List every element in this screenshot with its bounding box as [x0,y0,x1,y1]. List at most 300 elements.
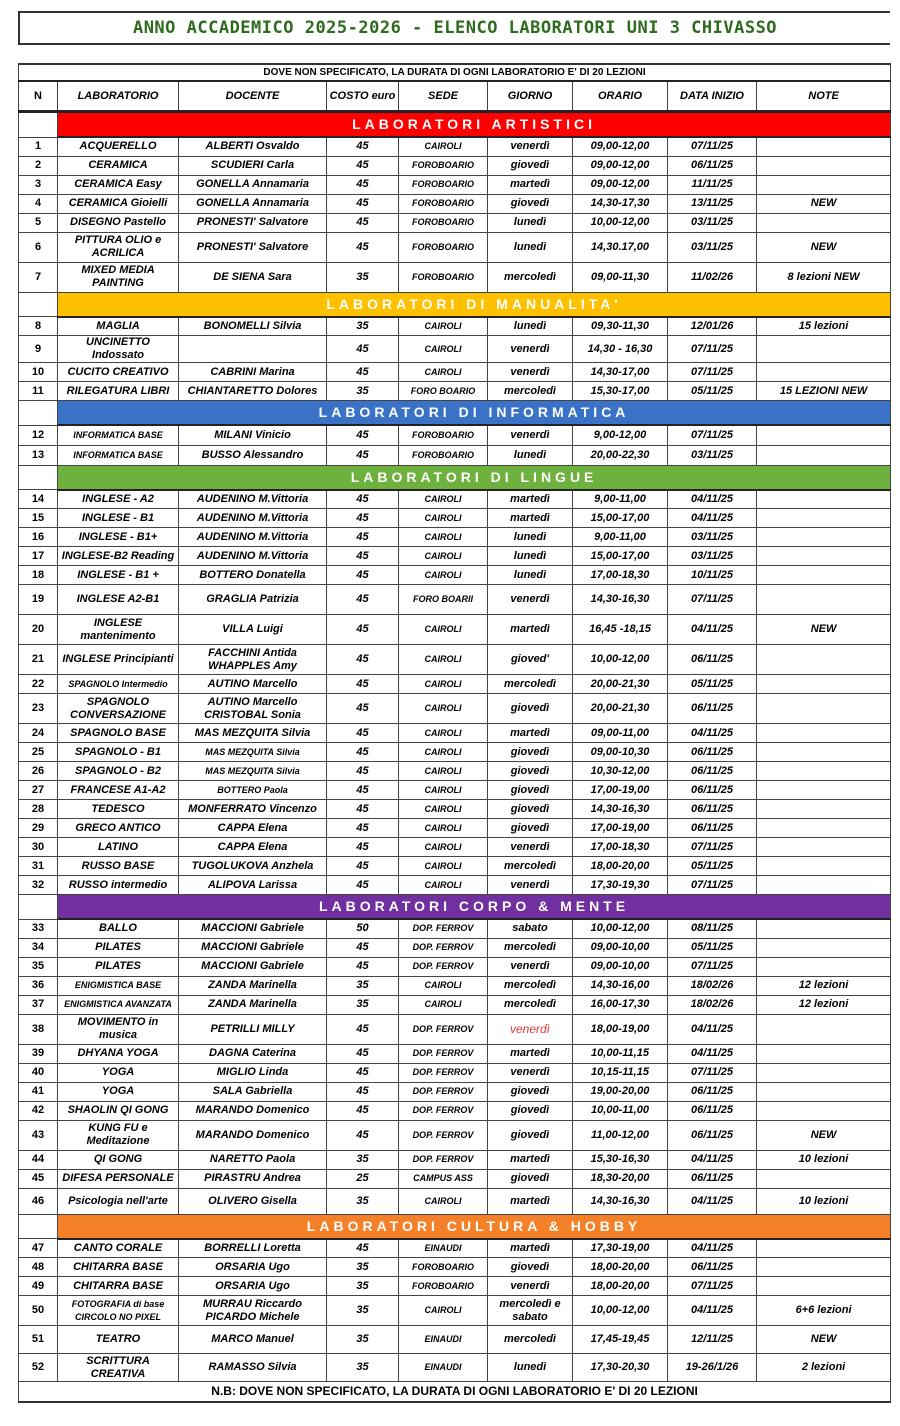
cell-docente: GONELLA Annamaria [179,194,327,213]
cell-orario: 09,00-12,00 [573,156,668,175]
cell-orario: 09,00-11,30 [573,262,668,292]
cell-costo: 35 [327,1354,399,1382]
cell-orario: 17,30-19,00 [573,1239,668,1258]
table-row [19,819,891,838]
table-row [19,445,891,465]
cell-data: 06/11/25 [668,800,757,819]
cell-costo: 45 [327,743,399,762]
cell-note [757,938,891,957]
cell-orario: 14,30-16,00 [573,976,668,995]
cell-n: 38 [19,1014,58,1044]
cell-n: 21 [19,645,58,675]
cell-sede: CAIROLI [399,509,488,528]
cell-sede: CAIROLI [399,490,488,509]
cell-note [757,694,891,724]
cell-costo: 45 [327,675,399,694]
table-row [19,743,891,762]
cell-note [757,1063,891,1082]
cell-giorno: martedì [488,724,573,743]
cell-docente: MARANDO Domenico [179,1101,327,1120]
table-row [19,232,891,262]
table-row [19,876,891,895]
cell-n: 39 [19,1044,58,1063]
cell-docente: DAGNA Caterina [179,1044,327,1063]
cell-note [757,743,891,762]
cell-note [757,957,891,976]
cell-sede: DOP. FERROV [399,957,488,976]
cell-note: 12 lezioni [757,995,891,1014]
cell-sede: CAIROLI [399,1188,488,1214]
cell-docente: AUTINO Marcello [179,675,327,694]
cell-sede: CAIROLI [399,857,488,876]
cell-costo: 45 [327,957,399,976]
cell-orario: 10,00-12,00 [573,1296,668,1326]
cell-note [757,781,891,800]
cell-n: 3 [19,175,58,194]
table-row [19,528,891,547]
table-row [19,1277,891,1296]
col-header-giorno: GIORNO [488,81,573,112]
cell-giorno: venerdì [488,838,573,857]
cell-lab: PILATES [58,957,179,976]
section-title: LABORATORI ARTISTICI [58,112,891,138]
cell-giorno: venerdì [488,1014,573,1044]
cell-docente: MIGLIO Linda [179,1063,327,1082]
cell-note: 15 LEZIONI NEW [757,382,891,401]
table-row [19,156,891,175]
cell-n: 34 [19,938,58,957]
cell-sede: EINAUDI [399,1326,488,1354]
cell-lab: FRANCESE A1-A2 [58,781,179,800]
cell-orario: 10,00-12,00 [573,919,668,938]
cell-costo: 35 [327,1296,399,1326]
cell-giorno: martedì [488,175,573,194]
cell-costo: 35 [327,995,399,1014]
cell-costo: 35 [327,1258,399,1277]
cell-sede: CAIROLI [399,336,488,363]
cell-docente: AUTINO Marcello CRISTOBAL Sonia [179,694,327,724]
cell-sede: CAIROLI [399,675,488,694]
cell-sede: CAIROLI [399,876,488,895]
cell-note [757,1239,891,1258]
cell-costo: 45 [327,213,399,232]
cell-orario: 18,00-20,00 [573,1258,668,1277]
cell-sede: DOP. FERROV [399,919,488,938]
cell-data: 04/11/25 [668,509,757,528]
cell-orario: 17,30-19,30 [573,876,668,895]
cell-n: 49 [19,1277,58,1296]
cell-lab: DISEGNO Pastello [58,213,179,232]
cell-orario: 16,45 -18,15 [573,615,668,645]
cell-costo: 45 [327,490,399,509]
cell-giorno: giovedì [488,1169,573,1188]
cell-data: 04/11/25 [668,615,757,645]
cell-n: 25 [19,743,58,762]
cell-note [757,509,891,528]
cell-n: 46 [19,1188,58,1214]
cell-giorno: lunedì [488,566,573,585]
cell-costo: 45 [327,762,399,781]
cell-orario: 14,30-17,00 [573,363,668,382]
table-row [19,857,891,876]
cell-docente: AUDENINO M.Vittoria [179,509,327,528]
cell-giorno: venerdì [488,1063,573,1082]
cell-sede: FOROBOARIO [399,194,488,213]
cell-giorno: mercoledì [488,857,573,876]
table-row [19,1150,891,1169]
table-row [19,1188,891,1214]
cell-docente: BONOMELLI Silvia [179,317,327,336]
cell-sede: CAIROLI [399,819,488,838]
cell-data: 06/11/25 [668,1120,757,1150]
cell-orario: 9,00-11,00 [573,528,668,547]
cell-giorno: venerdì [488,1277,573,1296]
cell-lab: CHITARRA BASE [58,1277,179,1296]
cell-giorno: lunedì [488,317,573,336]
table-body [19,112,891,1382]
cell-lab: ACQUERELLO [58,137,179,156]
cell-sede: EINAUDI [399,1239,488,1258]
cell-docente: CAPPA Elena [179,838,327,857]
cell-sede: CAIROLI [399,800,488,819]
cell-data: 06/11/25 [668,1082,757,1101]
cell-orario: 11,00-12,00 [573,1120,668,1150]
table-row [19,213,891,232]
cell-lab: BALLO [58,919,179,938]
cell-n: 48 [19,1258,58,1277]
table-row [19,317,891,336]
section-header-row [19,401,891,426]
table-row [19,363,891,382]
cell-data: 05/11/25 [668,938,757,957]
cell-giorno: giovedì [488,800,573,819]
cell-giorno: martedì [488,490,573,509]
cell-note: NEW [757,194,891,213]
table-row [19,262,891,292]
cell-n: 45 [19,1169,58,1188]
cell-costo: 35 [327,382,399,401]
cell-docente: ZANDA Marinella [179,995,327,1014]
cell-orario: 18,00-19,00 [573,1014,668,1044]
cell-data: 06/11/25 [668,1169,757,1188]
cell-data: 04/11/25 [668,1239,757,1258]
cell-data: 06/11/25 [668,156,757,175]
cell-n: 6 [19,232,58,262]
cell-sede: CAIROLI [399,137,488,156]
cell-lab: MOVIMENTO in musica [58,1014,179,1044]
cell-note [757,336,891,363]
cell-giorno: lunedì [488,232,573,262]
cell-lab: CHITARRA BASE [58,1258,179,1277]
table-row [19,1044,891,1063]
cell-costo: 45 [327,336,399,363]
cell-docente: MURRAU Riccardo PICARDO Michele [179,1296,327,1326]
cell-n: 36 [19,976,58,995]
cell-docente: MARCO Manuel [179,1326,327,1354]
cell-lab: Psicologia nell'arte [58,1188,179,1214]
table-row [19,1169,891,1188]
cell-costo: 45 [327,1044,399,1063]
section-header-row [19,465,891,490]
cell-lab: SHAOLIN QI GONG [58,1101,179,1120]
cell-data: 18/02/26 [668,976,757,995]
section-title: LABORATORI CULTURA & HOBBY [58,1214,891,1239]
col-header-data-inizio: DATA INIZIO [668,81,757,112]
cell-orario: 19,00-20,00 [573,1082,668,1101]
cell-lab: INGLESE A2-B1 [58,585,179,615]
section-spacer-cell [19,465,58,490]
cell-n: 23 [19,694,58,724]
cell-data: 07/11/25 [668,425,757,445]
cell-docente: CABRINI Marina [179,363,327,382]
cell-data: 03/11/25 [668,232,757,262]
cell-giorno: venerdì [488,137,573,156]
cell-giorno: venerdì [488,425,573,445]
table-row [19,1063,891,1082]
cell-n: 52 [19,1354,58,1382]
cell-costo: 45 [327,194,399,213]
cell-data: 07/11/25 [668,585,757,615]
cell-n: 32 [19,876,58,895]
cell-n: 16 [19,528,58,547]
cell-orario: 17,00-19,00 [573,781,668,800]
cell-giorno: lunedì [488,213,573,232]
cell-n: 17 [19,547,58,566]
cell-data: 19-26/1/26 [668,1354,757,1382]
cell-note [757,213,891,232]
cell-giorno: lunedì [488,445,573,465]
cell-costo: 35 [327,976,399,995]
section-header-row [19,292,891,317]
cell-data: 06/11/25 [668,819,757,838]
cell-docente: ORSARIA Ugo [179,1258,327,1277]
cell-costo: 35 [327,317,399,336]
cell-lab: DHYANA YOGA [58,1044,179,1063]
cell-n: 7 [19,262,58,292]
cell-data: 04/11/25 [668,1014,757,1044]
cell-docente: BOTTERO Paola [179,781,327,800]
cell-orario: 20,00-21,30 [573,694,668,724]
cell-lab: TEATRO [58,1326,179,1354]
cell-data: 06/11/25 [668,645,757,675]
cell-lab: TEDESCO [58,800,179,819]
cell-note: NEW [757,1120,891,1150]
col-header-orario: ORARIO [573,81,668,112]
cell-docente: PETRILLI MILLY [179,1014,327,1044]
cell-note: NEW [757,232,891,262]
cell-costo: 35 [327,262,399,292]
cell-giorno: martedì [488,1044,573,1063]
cell-lab: ENIGMISTICA AVANZATA [58,995,179,1014]
cell-note [757,876,891,895]
cell-sede: DOP. FERROV [399,1120,488,1150]
cell-data: 06/11/25 [668,694,757,724]
cell-note: 8 lezioni NEW [757,262,891,292]
cell-costo: 45 [327,363,399,382]
cell-orario: 9,00-11,00 [573,490,668,509]
cell-docente: ALIPOVA Larissa [179,876,327,895]
cell-lab: CERAMICA [58,156,179,175]
document-title: ANNO ACCADEMICO 2025-2026 - ELENCO LABORATORI UNI 3 CHIVASSO [132,18,778,38]
cell-giorno: mercoledì e sabato [488,1296,573,1326]
cell-data: 07/11/25 [668,363,757,382]
cell-orario: 09,30-11,30 [573,317,668,336]
cell-costo: 35 [327,1150,399,1169]
document-title-box [18,11,890,45]
cell-data: 07/11/25 [668,957,757,976]
cell-lab: QI GONG [58,1150,179,1169]
cell-data: 06/11/25 [668,781,757,800]
cell-orario: 10,15-11,15 [573,1063,668,1082]
cell-giorno: venerdì [488,336,573,363]
cell-data: 05/11/25 [668,675,757,694]
cell-docente: GRAGLIA Patrizia [179,585,327,615]
cell-docente: ALBERTI Osvaldo [179,137,327,156]
col-header-costo: COSTO euro [327,81,399,112]
cell-lab: INGLESE - A2 [58,490,179,509]
cell-sede: CAIROLI [399,528,488,547]
cell-giorno: giovedì [488,819,573,838]
cell-costo: 35 [327,1188,399,1214]
cell-lab: RILEGATURA LIBRI [58,382,179,401]
cell-giorno: mercoledì [488,976,573,995]
cell-giorno: giovedì [488,1101,573,1120]
cell-data: 04/11/25 [668,1044,757,1063]
table-row [19,615,891,645]
cell-data: 07/11/25 [668,336,757,363]
cell-data: 07/11/25 [668,1277,757,1296]
cell-orario: 17,45-19,45 [573,1326,668,1354]
cell-n: 43 [19,1120,58,1150]
cell-giorno: giovedì [488,1120,573,1150]
table-row [19,490,891,509]
cell-docente: MARANDO Domenico [179,1120,327,1150]
cell-lab: FOTOGRAFIA di base CIRCOLO NO PIXEL [58,1296,179,1326]
cell-docente: MILANI Vinicio [179,425,327,445]
cell-docente: AUDENINO M.Vittoria [179,528,327,547]
cell-lab: INGLESE Principianti [58,645,179,675]
table-row [19,976,891,995]
cell-orario: 9,00-12,00 [573,425,668,445]
cell-lab: INGLESE - B1+ [58,528,179,547]
section-title: LABORATORI DI INFORMATICA [58,401,891,426]
laboratori-table-wrapper [18,63,890,1403]
cell-orario: 15,00-17,00 [573,547,668,566]
cell-n: 12 [19,425,58,445]
table-row [19,425,891,445]
cell-n: 26 [19,762,58,781]
cell-note [757,156,891,175]
cell-costo: 45 [327,857,399,876]
table-row [19,547,891,566]
cell-costo: 45 [327,445,399,465]
cell-orario: 09,00-10,30 [573,743,668,762]
cell-costo: 35 [327,1326,399,1354]
table-row [19,137,891,156]
table-row [19,645,891,675]
cell-giorno: lunedì [488,547,573,566]
cell-n: 27 [19,781,58,800]
cell-note [757,490,891,509]
cell-n: 37 [19,995,58,1014]
section-header-row [19,1214,891,1239]
cell-orario: 10,00-12,00 [573,645,668,675]
cell-sede: FORO BOARIO [399,382,488,401]
cell-giorno: lunedì [488,528,573,547]
cell-giorno: venerdì [488,585,573,615]
cell-lab: YOGA [58,1063,179,1082]
cell-docente: PIRASTRU Andrea [179,1169,327,1188]
cell-orario: 18,00-20,00 [573,857,668,876]
cell-n: 31 [19,857,58,876]
cell-orario: 20,00-22,30 [573,445,668,465]
cell-note [757,445,891,465]
section-spacer-cell [19,292,58,317]
cell-data: 06/11/25 [668,762,757,781]
cell-giorno: martedì [488,1188,573,1214]
cell-n: 20 [19,615,58,645]
cell-lab: SCRITTURA CREATIVA [58,1354,179,1382]
cell-orario: 14,30-17,30 [573,194,668,213]
table-row [19,762,891,781]
cell-data: 04/11/25 [668,1296,757,1326]
cell-note [757,1258,891,1277]
cell-data: 03/11/25 [668,547,757,566]
cell-data: 07/11/25 [668,137,757,156]
table-row [19,995,891,1014]
table-row [19,724,891,743]
section-title: LABORATORI DI MANUALITA' [58,292,891,317]
cell-giorno: martedì [488,1150,573,1169]
cell-orario: 09,00-12,00 [573,137,668,156]
cell-n: 51 [19,1326,58,1354]
cell-sede: DOP. FERROV [399,1014,488,1044]
cell-sede: CAMPUS ASS [399,1169,488,1188]
cell-docente: ZANDA Marinella [179,976,327,995]
cell-lab: KUNG FU e Meditazione [58,1120,179,1150]
table-row [19,838,891,857]
section-header-row [19,895,891,920]
table-row [19,1354,891,1382]
cell-docente: OLIVERO Gisella [179,1188,327,1214]
cell-costo: 45 [327,425,399,445]
cell-data: 03/11/25 [668,445,757,465]
cell-docente [179,336,327,363]
cell-n: 40 [19,1063,58,1082]
table-row [19,938,891,957]
cell-costo: 45 [327,724,399,743]
cell-giorno: venerdì [488,876,573,895]
cell-note [757,838,891,857]
cell-sede: DOP. FERROV [399,938,488,957]
cell-sede: DOP. FERROV [399,1082,488,1101]
cell-note [757,675,891,694]
table-row [19,1296,891,1326]
cell-note [757,566,891,585]
cell-docente: VILLA Luigi [179,615,327,645]
cell-costo: 45 [327,1014,399,1044]
cell-note: NEW [757,1326,891,1354]
cell-n: 9 [19,336,58,363]
cell-giorno: mercoledì [488,995,573,1014]
cell-sede: CAIROLI [399,363,488,382]
table-row [19,957,891,976]
cell-orario: 15,30-16,30 [573,1150,668,1169]
cell-note [757,819,891,838]
cell-giorno: lunedì [488,1354,573,1382]
cell-costo: 45 [327,819,399,838]
cell-costo: 45 [327,137,399,156]
